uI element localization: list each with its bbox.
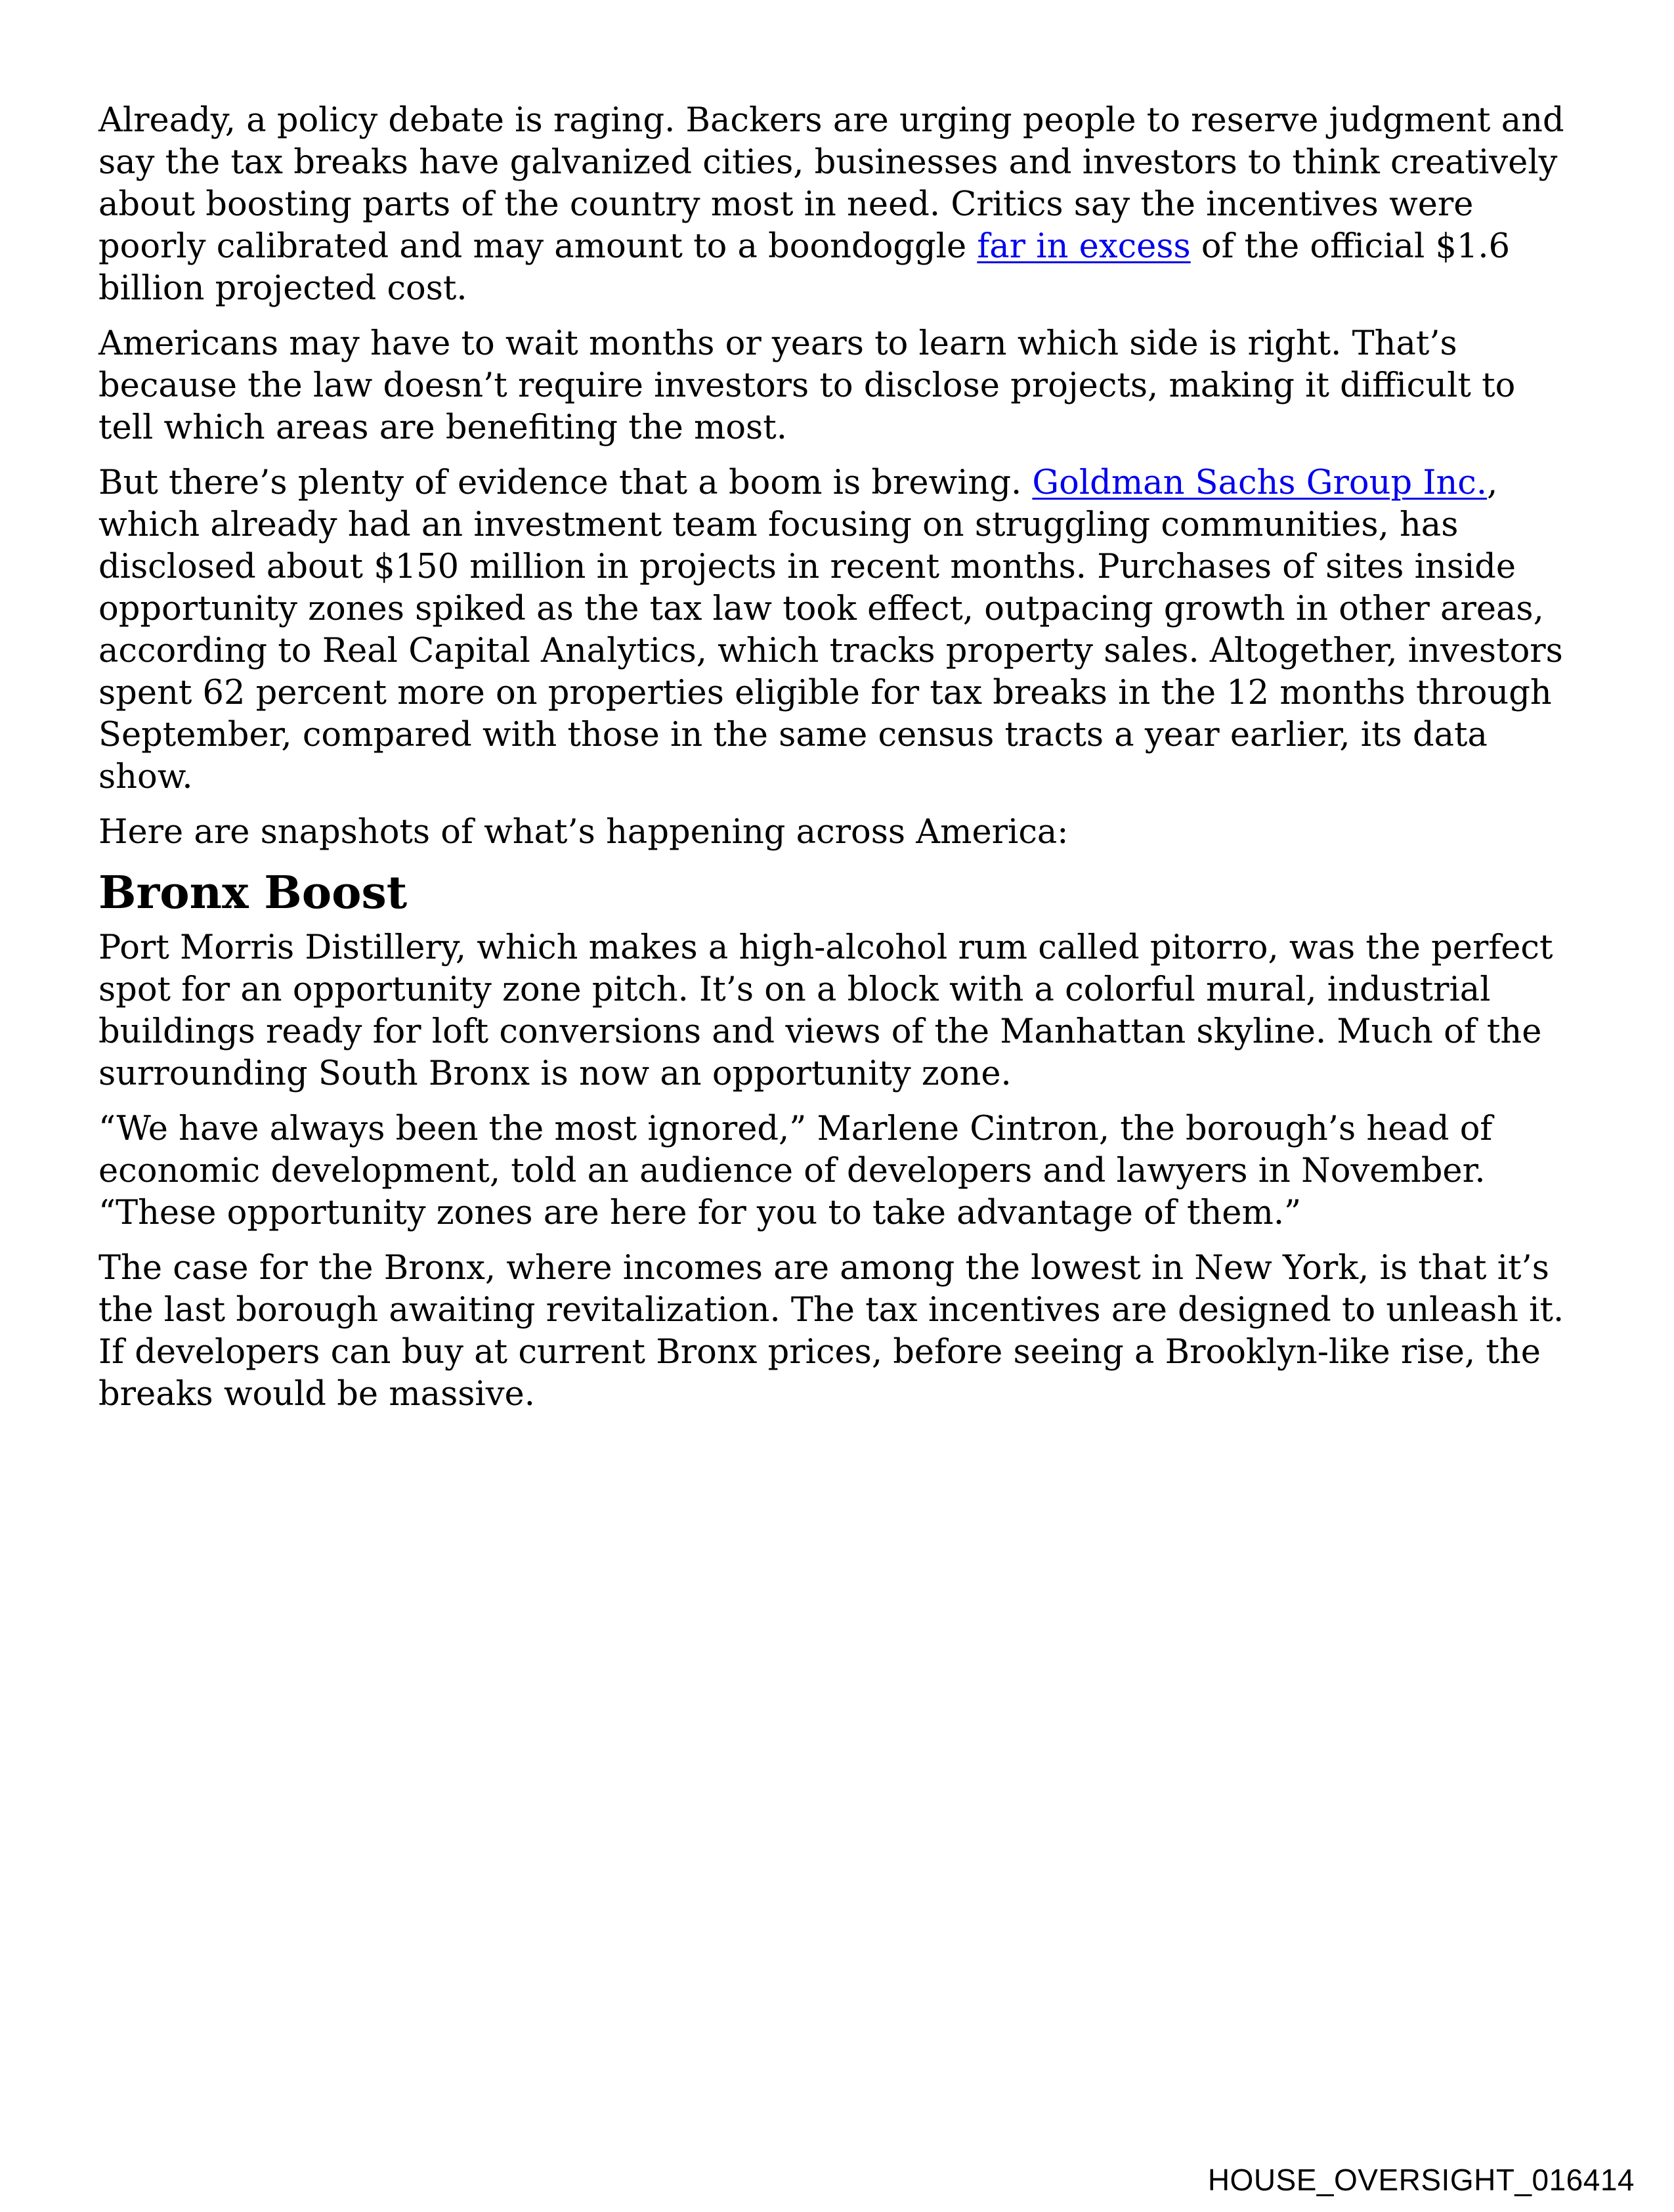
paragraph-text: Already, a policy debate is raging. Backers are urging people to reserve judgment and say the tax breaks have galvanized cities, businesses and investors to think creatively about boosting parts of the country most in need. Critics say the incentives were poorly calibrated and may amount to a boondoggle: [98, 101, 1564, 266]
goldman-sachs-link[interactable]: Goldman Sachs Group Inc.: [1032, 464, 1488, 502]
article-body: [98, 100, 1576, 1429]
paragraph-text: of the official $1.6 billion projected cost.: [98, 227, 1511, 308]
paragraph-policy-debate: [98, 100, 1576, 310]
paragraph-port-morris: Port Morris Distillery, which makes a high-alcohol rum called pitorro, was the perfect spot for an opportunity zone pitch. It’s on a block with a colorful mural, industrial buildings ready for loft conversions and views of the Manhattan skyline. Much of the surrounding South Bronx is now an opportunity zone.: [98, 928, 1553, 1093]
paragraph-case-for-bronx: The case for the Bronx, where incomes are among the lowest in New York, is that it’s the last borough awaiting revitalization. The tax incentives are designed to unleash it. If developers can buy at current Bronx prices, before seeing a Brooklyn-like rise, the breaks would be massive.: [98, 1249, 1564, 1414]
paragraph-cintron-quote: “We have always been the most ignored,” Marlene Cintron, the borough’s head of economic development, told an audience of developers and lawyers in November. “These opportunity zones are here for you to take advantage of them.”: [98, 1110, 1493, 1232]
paragraph-text: But there’s plenty of evidence that a boom is brewing.: [98, 464, 1033, 502]
paragraph-wait-months: Americans may have to wait months or years to learn which side is right. That’s because the law doesn’t require investors to disclose projects, making it difficult to tell which areas are benefiting the most.: [98, 324, 1516, 447]
paragraph-text: , which already had an investment team focusing on struggling communities, has disclosed about $150 million in projects in recent months. Purchases of sites inside opportunity zones spiked as the tax law took effect, outpacing growth in other areas, according to Real Capital Analytics, which tracks property sales. Altogether, investors spent 62 percent more on properties eligible for tax breaks in the 12 months through September, compared with those in the same census tracts a year earlier, its data show.: [98, 464, 1563, 796]
section-heading-bronx-boost: Bronx Boost: [98, 867, 408, 919]
far-in-excess-link[interactable]: far in excess: [977, 227, 1191, 266]
paragraph-boom-brewing: [98, 462, 1576, 798]
bates-number: HOUSE_OVERSIGHT_016414: [1207, 2163, 1635, 2197]
paragraph-snapshots-intro: Here are snapshots of what’s happening across America:: [98, 813, 1069, 852]
